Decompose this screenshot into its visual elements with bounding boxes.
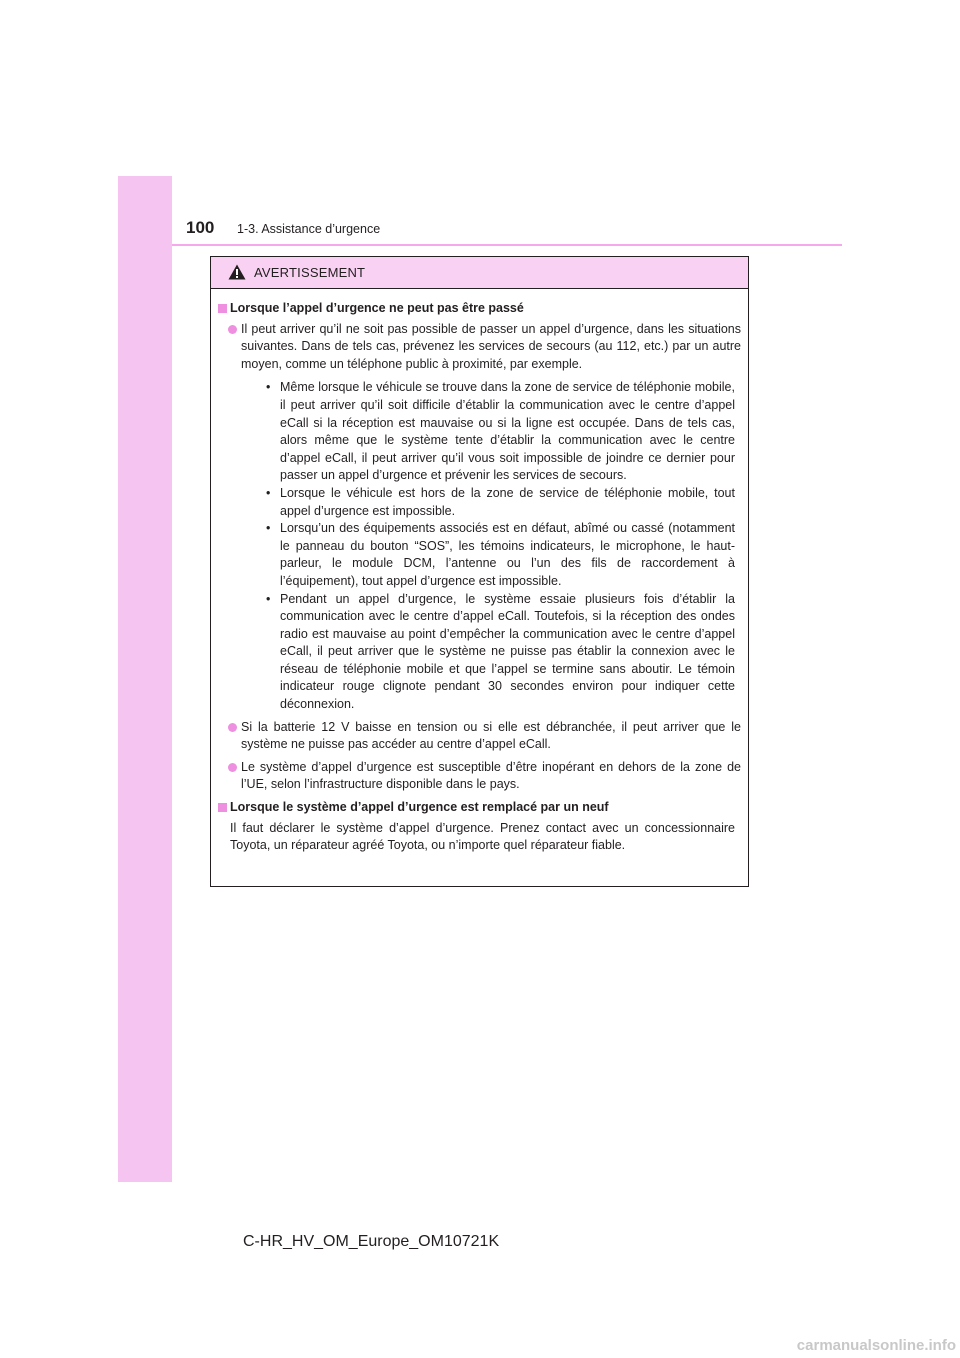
paragraph: Il faut déclarer le système d’appel d’urgence. Prenez contact avec un concessionnaire Toyota, un réparateur agréé Toyota, ou n’importe quel réparateur fiable. [230, 820, 735, 853]
section-title: 1-3. Assistance d’urgence [237, 222, 381, 236]
bullet-text: Il peut arriver qu’il ne soit pas possible de passer un appel d’urgence, dans les situations suivantes. Dans de tels cas, prévenez les services de secours (au 112, etc.) par un autre moyen, comme un téléphone public à proximité, par exemple. [241, 321, 741, 371]
sub-bullet-mark: • [266, 521, 271, 536]
bullet-item [218, 719, 741, 754]
warning-body [211, 289, 748, 855]
section-heading-call-failure [218, 300, 741, 318]
watermark-text: carmanualsonline.info [796, 1337, 956, 1354]
sub-bullet-mark: • [266, 485, 271, 500]
document-code: C-HR_HV_OM_Europe_OM10721K [243, 1233, 500, 1250]
sub-bullet-mark: • [266, 591, 271, 606]
sub-item-text: Lorsqu’un des équipements associés est en défaut, abîmé ou cassé (notamment le panneau du bouton “SOS”, les témoins indicateurs, le microphone, le haut-parleur, le module DCM, l’antenne ou l’un des fils de raccordement à l’équipement), tout appel d’urgence est impossible. [280, 521, 735, 588]
watermark-logo [760, 1330, 960, 1358]
bullet-text: Si la batterie 12 V baisse en tension ou si elle est débranchée, il peut arriver que le système ne puisse pas accéder au centre d’appel eCall. [241, 719, 741, 752]
sub-item-text: Même lorsque le véhicule se trouve dans la zone de service de téléphonie mobile, il peut arriver qu’il soit difficile d’établir la communication avec le centre d’appel eCall si la réception est mauvaise ou si la ligne est occupée. Dans de tels cas, alors même que le système tente d’établir la communication avec le centre d’appel eCall, il peut arriver qu’il vous soit impossible de joindre ce dernier pour passer un appel d’urgence et prévenir les services de secours. [280, 380, 735, 483]
bullet-text: Le système d’appel d’urgence est susceptible d’être inopérant en dehors de la zone de l’UE, selon l’infrastructure disponible dans le pays. [241, 759, 741, 792]
sub-list-item [241, 591, 741, 714]
sub-list-item [241, 520, 741, 590]
sub-list-item [241, 379, 741, 485]
sub-bullet-mark: • [266, 380, 271, 395]
section-heading-replacement [218, 799, 741, 817]
sub-list [241, 379, 741, 713]
square-bullet-icon [218, 803, 227, 812]
warning-triangle-icon [228, 264, 246, 280]
heading-text: Lorsque l’appel d’urgence ne peut pas être passé [230, 301, 524, 315]
square-bullet-icon [218, 304, 227, 313]
header-divider [172, 244, 842, 246]
warning-title: AVERTISSEMENT [254, 265, 366, 280]
side-color-band [118, 176, 172, 1182]
warning-box [210, 256, 749, 887]
bullet-item [218, 321, 741, 714]
heading-text: Lorsque le système d’appel d’urgence est remplacé par un neuf [230, 800, 609, 815]
sub-list-item [241, 485, 741, 520]
sub-item-text: Pendant un appel d’urgence, le système essaie plusieurs fois d’établir la communication avec le centre d’appel eCall. Toutefois, si la réception des ondes radio est mauvaise au point d’empêcher la communication avec le centre d’appel eCall, il peut arriver que le système ne puisse pas établir la connexion avec le réseau de téléphonie mobile et que l’appel se termine sans aboutir. Le témoin indicateur rouge clignote pendant 30 secondes environ pour indiquer cette déconnexion. [280, 591, 735, 712]
sub-item-text: Lorsque le véhicule est hors de la zone de service de téléphonie mobile, tout appel d’urgence est impossible. [280, 485, 735, 518]
circle-bullet-icon [228, 763, 237, 772]
circle-bullet-icon [228, 723, 237, 732]
warning-header [211, 257, 748, 289]
bullet-item [218, 759, 741, 794]
circle-bullet-icon [228, 325, 237, 334]
page-number: 100 [186, 218, 215, 237]
